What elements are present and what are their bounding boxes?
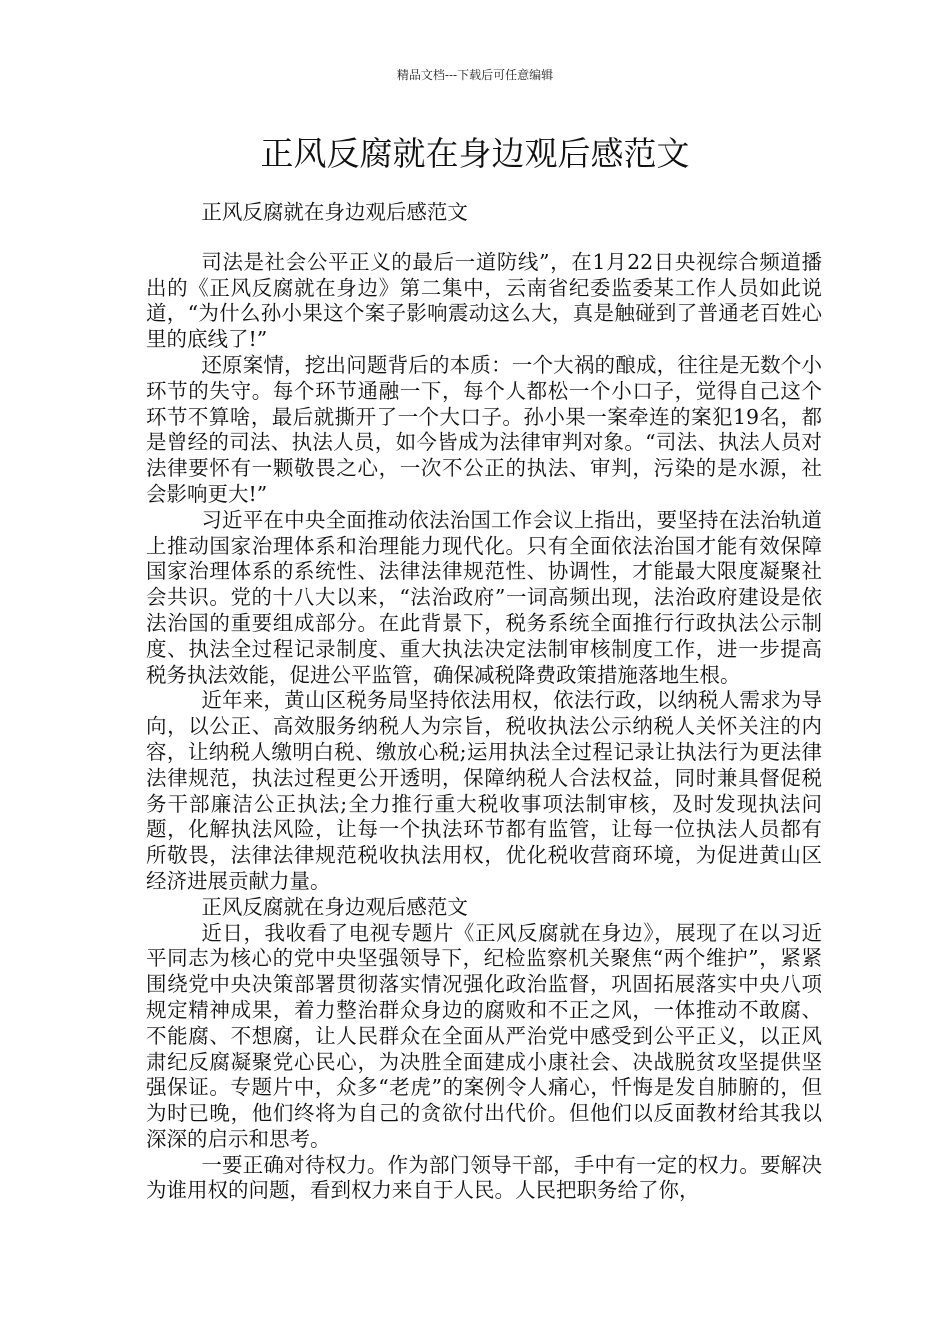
header-note: 精品文档---下载后可任意编辑 <box>396 68 554 82</box>
paragraph: 近日，我收看了电视专题片《正风反腐就在身边》，展现了在以习近平同志为核心的党中央坚强领导下，纪检监察机关聚焦“两个维护”，紧紧围绕党中央决策部署贯彻落实情况强化政治监督，巩固拓展落实中央八项规定精神成果，着力整治群众身边的腐败和不正之风，一体推动不敢腐、不能腐、不想腐，让人民群众在全面从严治党中感受到公平正义，以正风肃纪反腐凝聚党心民心，为决胜全面建成小康社会、决战脱贫攻坚提供坚强保证。专题片中，众多“老虎”的案例令人痛心，忏悔是发自肺腑的，但为时已晚，他们终将为自己的贪欲付出代价。但他们以反面教材给其我以深深的启示和思考。 <box>146 920 822 1151</box>
paragraph: 一要正确对待权力。作为部门领导干部，手中有一定的权力。要解决为谁用权的问题，看到权力来自于人民。人民把职务给了你， <box>146 1152 822 1203</box>
subheading: 正风反腐就在身边观后感范文 <box>201 894 468 919</box>
paragraph: 还原案情，挖出问题背后的本质：一个大祸的酿成，往往是无数个小环节的失守。每个环节通融一下，每个人都松一个小口子，觉得自己这个环节不算啥，最后就撕开了一个大口子。孙小果一案牵连的案犯19名，都是曾经的司法、执法人员，如今皆成为法律审判对象。“司法、执法人员对法律要怀有一颗敬畏之心，一次不公正的执法、审判，污染的是水源，社会影响更大!” <box>146 352 822 506</box>
paragraph: 司法是社会公平正义的最后一道防线”，在1月22日央视综合频道播出的《正风反腐就在身边》第二集中，云南省纪委监委某工作人员如此说道，“为什么孙小果这个案子影响震动这么大，真是触碰到了普通老百姓心里的底线了!” <box>146 249 822 352</box>
paragraph: 近年来，黄山区税务局坚持依法用权，依法行政，以纳税人需求为导向，以公正、高效服务纳税人为宗旨，税收执法公示纳税人关怀关注的内容，让纳税人缴明白税、缴放心税;运用执法全过程记录让执法行为更法律法律规范，执法过程更公开透明，保障纳税人合法权益，同时兼具督促税务干部廉洁公正执法;全力推行重大税收事项法制审核，及时发现执法问题，化解执法风险，让每一个执法环节都有监管，让每一位执法人员都有所敬畏，法律法律规范税收执法用权，优化税收营商环境，为促进黄山区经济进展贡献力量。 <box>146 688 822 893</box>
document-body <box>146 200 822 1204</box>
subheading: 正风反腐就在身边观后感范文 <box>201 200 468 224</box>
paragraph: 习近平在中央全面推动依法治国工作会议上指出，要坚持在法治轨道上推动国家治理体系和治理能力现代化。只有全面依法治国才能有效保障国家治理体系的系统性、法律法律规范性、协调性，才能最大限度凝聚社会共识。党的十八大以来，“法治政府”一词高频出现，法治政府建设是依法治国的重要组成部分。在此背景下，税务系统全面推行行政执法公示制度、执法全过程记录制度、重大执法决定法制审核制度工作，进一步提高税务执法效能，促进公平监管，确保减税降费政策措施落地生根。 <box>146 507 822 687</box>
document-title: 正风反腐就在身边观后感范文 <box>260 134 690 173</box>
